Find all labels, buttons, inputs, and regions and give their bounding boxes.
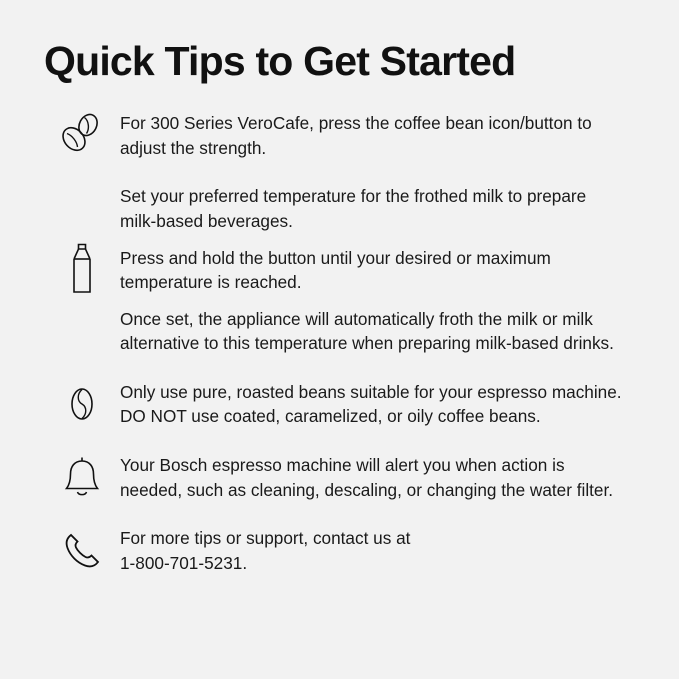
support-phone-number: 1-800-701-5231. — [120, 552, 248, 573]
tip-paragraph: Your Bosch espresso machine will alert you when action is needed, such as cleaning, descaling, or changing the water filter. — [120, 455, 614, 500]
page-title: Quick Tips to Get Started — [44, 38, 516, 84]
tips-list — [44, 111, 635, 575]
coffee-beans-icon — [44, 111, 120, 155]
tip-paragraph: For 300 Series VeroCafe, press the coffee bean icon/button to adjust the strength. — [120, 113, 592, 158]
tip-paragraph: For more tips or support, contact us at — [120, 528, 411, 549]
list-item — [44, 380, 635, 429]
tip-paragraph: Only use pure, roasted beans suitable for your espresso machine. DO NOT use coated, caramelized, or oily coffee beans. — [120, 381, 622, 427]
list-item — [44, 453, 635, 502]
tip-paragraph: Once set, the appliance will automatically froth the milk or milk alternative to this temperature when preparing milk-based drinks. — [120, 308, 614, 354]
single-coffee-bean-icon — [44, 381, 120, 427]
tip-text-block — [120, 111, 635, 160]
list-item — [44, 184, 635, 356]
tip-text-block — [120, 526, 635, 575]
tip-text-block — [120, 380, 635, 429]
phone-icon — [44, 529, 120, 573]
tip-paragraph: Press and hold the button until your desired or maximum temperature is reached. — [120, 247, 551, 293]
tip-text-block — [120, 453, 635, 502]
tip-text-block — [120, 184, 635, 356]
tip-paragraph: Set your preferred temperature for the frothed milk to prepare milk-based beverages. — [120, 186, 587, 231]
bell-icon — [44, 455, 120, 501]
milk-carton-icon — [44, 242, 120, 298]
list-item — [44, 526, 635, 575]
list-item — [44, 111, 635, 160]
